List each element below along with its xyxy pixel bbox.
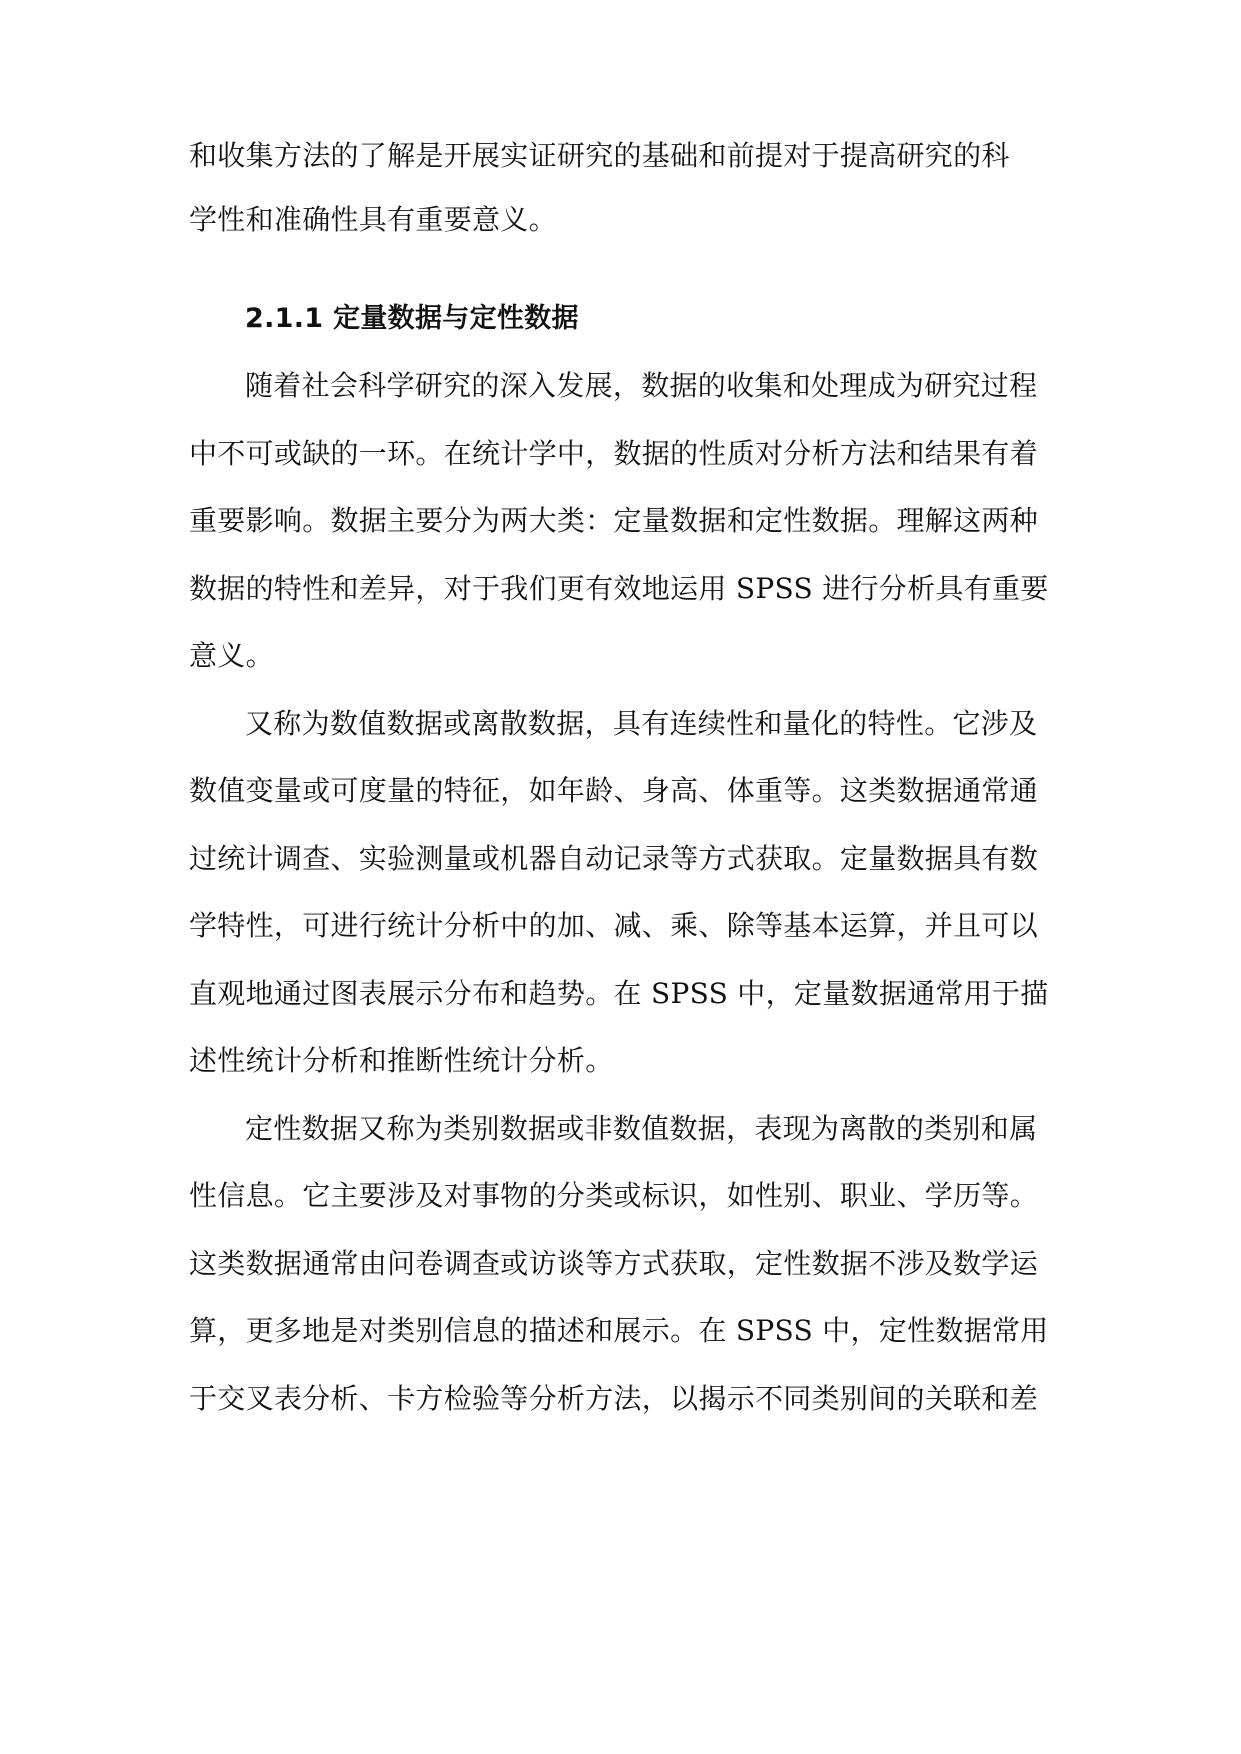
text-line: 这类数据通常由问卷调查或访谈等方式获取，定性数据不涉及数学运: [189, 1247, 1039, 1280]
text-line: 重要影响。数据主要分为两大类：定量数据和定性数据。理解这两种: [189, 504, 1039, 537]
text-line: 数值变量或可度量的特征，如年龄、身高、体重等。这类数据通常通: [189, 774, 1039, 807]
section-heading: 2.1.1 定量数据与定性数据: [245, 303, 579, 334]
text-line: 定性数据又称为类别数据或非数值数据，表现为离散的类别和属: [245, 1112, 1038, 1145]
text-line: 数据的特性和差异，对于我们更有效地运用 SPSS 进行分析具有重要: [189, 572, 1049, 605]
text-line: 直观地通过图表展示分布和趋势。在 SPSS 中，定量数据通常用于描: [189, 977, 1049, 1010]
text-line: 学特性，可进行统计分析中的加、减、乘、除等基本运算，并且可以: [189, 909, 1039, 942]
text-line: 又称为数值数据或离散数据，具有连续性和量化的特性。它涉及: [245, 707, 1038, 740]
text-line: 和收集方法的了解是开展实证研究的基础和前提对于提高研究的科: [189, 139, 1010, 172]
text-line: 学性和准确性具有重要意义。: [189, 203, 557, 236]
text-line: 过统计调查、实验测量或机器自动记录等方式获取。定量数据具有数: [189, 842, 1039, 875]
text-line: 述性统计分析和推断性统计分析。: [189, 1044, 614, 1077]
text-line: 于交叉表分析、卡方检验等分析方法，以揭示不同类别间的关联和差: [189, 1382, 1039, 1415]
text-line: 随着社会科学研究的深入发展，数据的收集和处理成为研究过程: [245, 369, 1038, 402]
text-line: 意义。: [189, 639, 274, 672]
text-line: 性信息。它主要涉及对事物的分类或标识，如性别、职业、学历等。: [189, 1179, 1039, 1212]
text-line: 算，更多地是对类别信息的描述和展示。在 SPSS 中，定性数据常用: [189, 1314, 1049, 1347]
text-line: 中不可或缺的一环。在统计学中，数据的性质对分析方法和结果有着: [189, 437, 1039, 470]
